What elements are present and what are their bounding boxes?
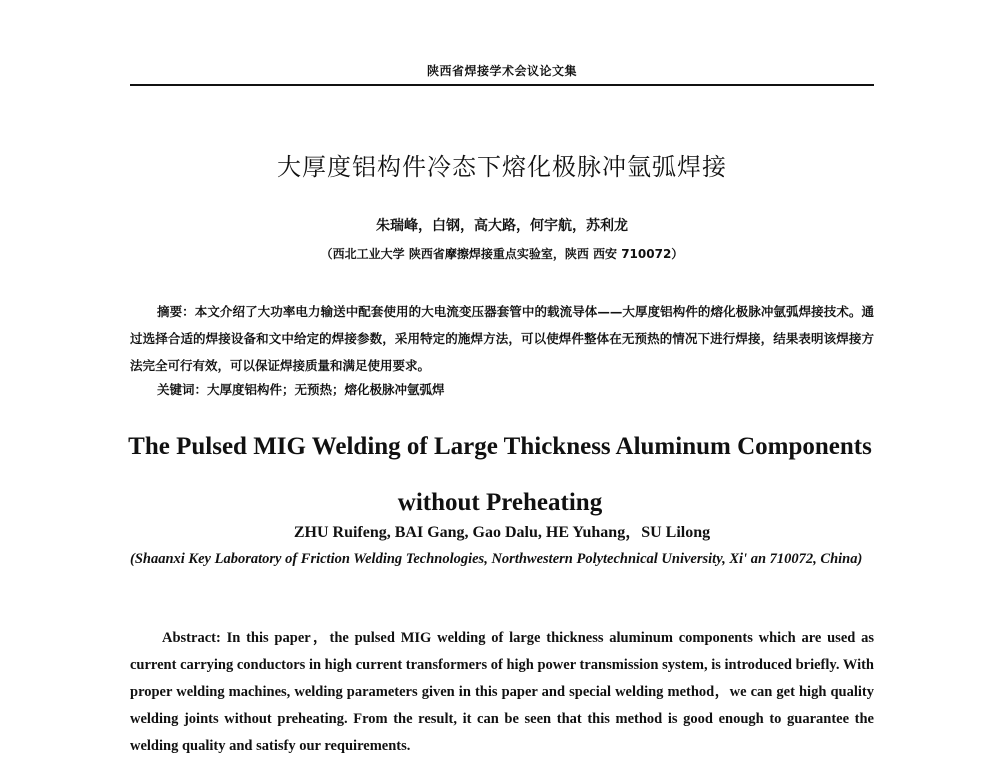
english-abstract-label: Abstract: xyxy=(162,630,221,646)
chinese-keywords-text: 大厚度铝构件；无预热；熔化极脉冲氩弧焊 xyxy=(207,382,445,397)
english-authors: ZHU Ruifeng, BAI Gang, Gao Dalu, HE Yuhang，SU Lilong xyxy=(293,524,711,541)
english-abstract xyxy=(130,625,874,760)
header-rule xyxy=(130,84,874,86)
chinese-title: 大厚度铝构件冷态下熔化极脉冲氩弧焊接 xyxy=(277,153,727,181)
english-title xyxy=(100,419,900,531)
chinese-keywords xyxy=(157,380,874,398)
english-abstract-text: In this paper，the pulsed MIG welding of large thickness aluminum components which are used as current carrying conductors in high current transformers of high power transmission system, is introduced briefly. With proper welding machines, welding parameters given in this paper and special welding method，we can get high quality welding joints without preheating. From the result, it can be seen that this method is good enough to guarantee the welding quality and satisfy our requirements. xyxy=(130,630,874,754)
chinese-keywords-label: 关键词： xyxy=(157,382,208,397)
chinese-authors: 朱瑞峰，白钢，高大路，何宇航，苏利龙 xyxy=(376,218,628,234)
english-affiliation: (Shaanxi Key Laboratory of Friction Welding Technologies, Northwestern Polytechnical University, Xi' an 710072, China) xyxy=(130,551,863,567)
english-title-line-1: The Pulsed MIG Welding of Large Thickness Aluminum Components xyxy=(128,433,872,460)
chinese-affiliation: （西北工业大学 陕西省摩擦焊接重点实验室，陕西 西安 710072） xyxy=(320,247,684,261)
chinese-abstract-label: 摘要： xyxy=(157,304,195,319)
running-header: 陕西省焊接学术会议论文集 xyxy=(426,64,577,78)
english-title-line-2: without Preheating xyxy=(397,489,603,516)
chinese-abstract-text: 本文介绍了大功率电力输送中配套使用的大电流变压器套管中的载流导体——大厚度铝构件的熔化极脉冲氩弧焊接技术。通过选择合适的焊接设备和文中给定的焊接参数，采用特定的施焊方法，可以使焊件整体在无预热的情况下进行焊接，结果表明该焊接方法完全可行有效，可以保证焊接质量和满足使用要求。 xyxy=(130,304,874,373)
chinese-abstract xyxy=(130,298,874,379)
